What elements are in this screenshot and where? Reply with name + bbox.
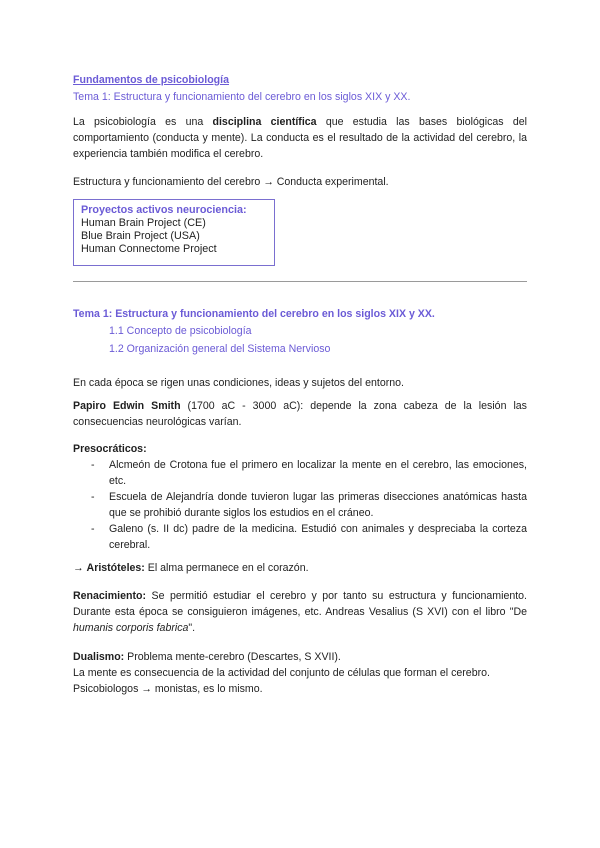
book-title-italic: humanis corporis fabrica [73, 622, 189, 634]
project-item: Blue Brain Project (USA) [81, 230, 200, 242]
papiro-bold: Papiro Edwin Smith [73, 400, 181, 412]
dash-marker: - [91, 523, 95, 535]
presocraticos-heading: Presocráticos: [73, 443, 147, 455]
project-item: Human Brain Project (CE) [81, 217, 206, 229]
intro-text-a: La psicobiología es una [73, 116, 213, 128]
aristoteles-line [73, 560, 527, 576]
toc-item[interactable]: 1.1 Concepto de psicobiología [109, 325, 252, 337]
dash-marker: - [91, 459, 95, 471]
projects-box [73, 199, 275, 266]
document-title: Fundamentos de psicobiología [73, 74, 229, 86]
dualismo-line [73, 649, 527, 665]
list-item [73, 489, 527, 521]
dualismo-line-3: Psicobiologos → monistas, es lo mismo. [73, 683, 263, 695]
intro-paragraph [73, 114, 527, 162]
list-item-text: Galeno (s. II dc) padre de la medicina. Estudió con animales y despreciaba la corteza cerebral. [109, 523, 527, 551]
papiro-paragraph [73, 398, 527, 430]
dash-marker: - [91, 491, 95, 503]
list-item-text: Alcmeón de Crotona fue el primero en localizar la mente en el cerebro, las emociones, etc. [109, 459, 527, 487]
list-item [73, 457, 527, 489]
renacimiento-end: ". [188, 622, 196, 634]
intro-bold-term: disciplina científica [212, 116, 317, 128]
papiro-text: (1700 aC - 3000 aC): depende la zona cabeza de la lesión las consecuencias neurológicas varían. [73, 400, 527, 428]
dualismo-line-2: La mente es consecuencia de la actividad del conjunto de células que forman el cerebro. [73, 667, 490, 679]
section-title: Tema 1: Estructura y funcionamiento del cerebro en los siglos XIX y XX. [73, 308, 435, 320]
renacimiento-text: Se permitió estudiar el cerebro y por tanto su estructura y funcionamiento. Durante esta época se consiguieron imágenes, etc. Andreas Vesalius (S XVI) con el libro "De [73, 590, 527, 618]
document-subtitle: Tema 1: Estructura y funcionamiento del cerebro en los siglos XIX y XX. [73, 91, 411, 103]
aristoteles-bold: Aristóteles: [86, 562, 145, 574]
toc-item[interactable]: 1.2 Organización general del Sistema Nervioso [109, 343, 331, 355]
horizontal-divider [73, 281, 527, 282]
aristoteles-text: El alma permanece en el corazón. [144, 562, 309, 574]
list-item [73, 521, 527, 553]
renacimiento-paragraph [73, 588, 527, 636]
arrow: → [73, 562, 87, 574]
dualismo-bold: Dualismo: [73, 651, 125, 663]
list-item-text: Escuela de Alejandría donde tuvieron lugar las primeras disecciones anatómicas hasta que se prohibió durante siglos los estudios en el cráneo. [109, 491, 527, 519]
renacimiento-bold: Renacimiento: [73, 590, 146, 602]
intro-text-b: que estudia las bases biológicas del comportamiento (conducta y mente). La conducta es el resultado de la actividad del cerebro, la experiencia también modifica el cerebro. [73, 116, 527, 160]
project-item: Human Connectome Project [81, 243, 217, 255]
epoch-line: En cada época se rigen unas condiciones, ideas y sujetos del entorno. [73, 377, 404, 389]
dualismo-text: Problema mente-cerebro (Descartes, S XVII). [124, 651, 341, 663]
intro-arrow-line: Estructura y funcionamiento del cerebro → Conducta experimental. [73, 176, 389, 188]
projects-heading: Proyectos activos neurociencia: [81, 204, 247, 216]
presocraticos-list [73, 457, 527, 553]
